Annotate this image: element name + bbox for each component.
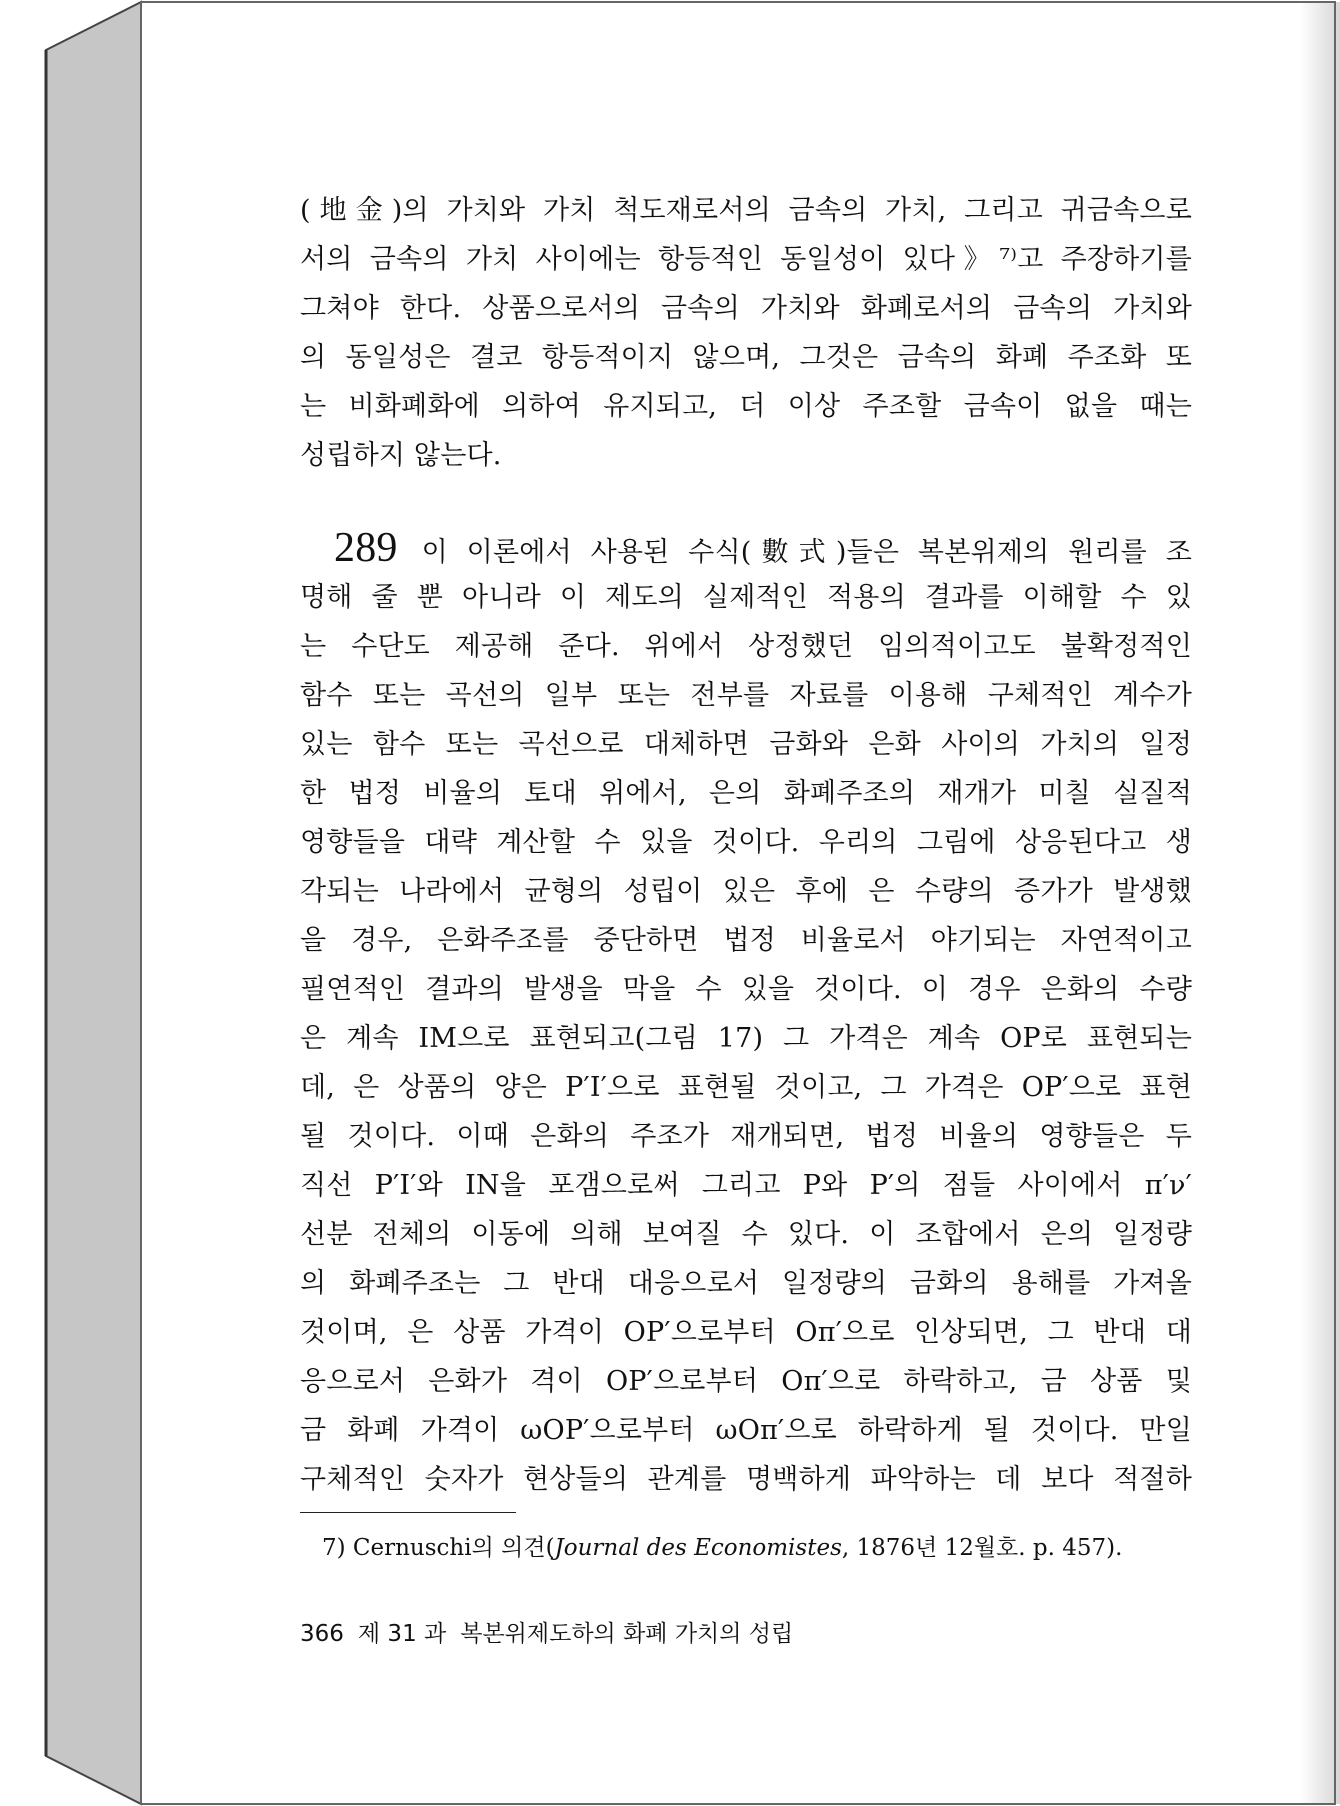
paragraph-1-line: 성립하지 않는다.: [300, 440, 502, 471]
paragraph-289-line: 영향들을 대략 계산할 수 있을 것이다. 우리의 그림에 상응된다고 생: [300, 827, 1192, 858]
paragraph-289-line: 함수 또는 곡선의 일부 또는 전부를 자료를 이용해 구체적인 계수가: [300, 680, 1192, 711]
paragraph-289-line: 선분 전체의 이동에 의해 보여질 수 있다. 이 조합에서 은의 일정량: [300, 1219, 1192, 1250]
footnote-divider: [300, 1512, 516, 1513]
paragraph-289-first-line: [300, 524, 1192, 573]
book-spine: [46, 2, 141, 1804]
paragraph-289-line: 을 경우, 은화주조를 중단하면 법정 비율로서 야기되는 자연적이고: [300, 925, 1192, 956]
paragraph-289: [300, 524, 1192, 1504]
running-title: 복본위제도하의 화폐 가치의 성립: [460, 1621, 794, 1647]
paragraph-289-line: 필연적인 결과의 발생을 막을 수 있을 것이다. 이 경우 은화의 수량: [300, 974, 1192, 1005]
footnote-suffix: , 1876년 12월호. p. 457).: [841, 1535, 1123, 1561]
paragraph-289-line-1-text: 이 이론에서 사용된 수식(數式)들은 복본위제의 원리를 조: [421, 537, 1192, 568]
paragraph-289-line: 는 수단도 제공해 준다. 위에서 상정했던 임의적이고도 불확정적인: [300, 631, 1192, 662]
paragraph-289-line: 데, 은 상품의 양은 P′I′으로 표현될 것이고, 그 가격은 OP′으로 표현: [300, 1072, 1192, 1103]
paragraph-1-line: 그쳐야 한다. 상품으로서의 금속의 가치와 화폐로서의 금속의 가치와: [300, 293, 1192, 324]
paragraph-1-line: (地金)의 가치와 가치 척도재로서의 금속의 가치, 그리고 귀금속으로: [300, 195, 1192, 226]
paragraph-289-line: 응으로서 은화가 격이 OP′으로부터 Oπ′으로 하락하고, 금 상품 및: [300, 1366, 1192, 1397]
paragraph-1-line: 는 비화폐화에 의하여 유지되고, 더 이상 주조할 금속이 없을 때는: [300, 391, 1192, 422]
paragraph-289-line: 명해 줄 뿐 아니라 이 제도의 실제적인 적용의 결과를 이해할 수 있: [300, 582, 1192, 613]
paragraph-289-line: 한 법정 비율의 토대 위에서, 은의 화폐주조의 재개가 미칠 실질적: [300, 778, 1192, 809]
footnote-prefix: 7) Cernuschi의 의견(: [322, 1535, 555, 1561]
paragraph-number: 289: [334, 525, 398, 571]
paragraph-289-line: 금 화폐 가격이 ωOP′으로부터 ωOπ′으로 하락하게 될 것이다. 만일: [300, 1415, 1192, 1446]
paragraph-1-line: 의 동일성은 결코 항등적이지 않으며, 그것은 금속의 화폐 주조화 또: [300, 342, 1192, 373]
paragraph-289-line: 은 계속 IM으로 표현되고(그림 17) 그 가격은 계속 OP로 표현되는: [300, 1023, 1192, 1054]
paragraph-289-line: 구체적인 숫자가 현상들의 관계를 명백하게 파악하는 데 보다 적절하: [300, 1464, 1192, 1495]
paragraph-289-line: 것이며, 은 상품 가격이 OP′으로부터 Oπ′으로 인상되면, 그 반대 대: [300, 1317, 1192, 1348]
paragraph-1-line: 서의 금속의 가치 사이에는 항등적인 동일성이 있다》⁷⁾고 주장하기를: [300, 244, 1192, 275]
paragraph-289-line: 각되는 나라에서 균형의 성립이 있은 후에 은 수량의 증가가 발생했: [300, 876, 1192, 907]
page-number: 366: [300, 1621, 344, 1647]
paragraph-289-line: 될 것이다. 이때 은화의 주조가 재개되면, 법정 비율의 영향들은 두: [300, 1121, 1192, 1152]
paragraph-1: [300, 186, 1192, 480]
paragraph-289-line: 의 화폐주조는 그 반대 대응으로서 일정량의 금화의 용해를 가져올: [300, 1268, 1192, 1299]
footnote-7: [322, 1528, 1122, 1568]
paragraph-289-line: 직선 P′I′와 IN을 포갬으로써 그리고 P와 P′의 점들 사이에서 π′ν′: [300, 1170, 1192, 1201]
lesson-label: 제 31 과: [357, 1621, 447, 1647]
footnote-journal: Journal des Economistes: [554, 1535, 842, 1561]
page-footer: [300, 1614, 793, 1654]
paragraph-289-line: 있는 함수 또는 곡선으로 대체하면 금화와 은화 사이의 가치의 일정: [300, 729, 1192, 760]
